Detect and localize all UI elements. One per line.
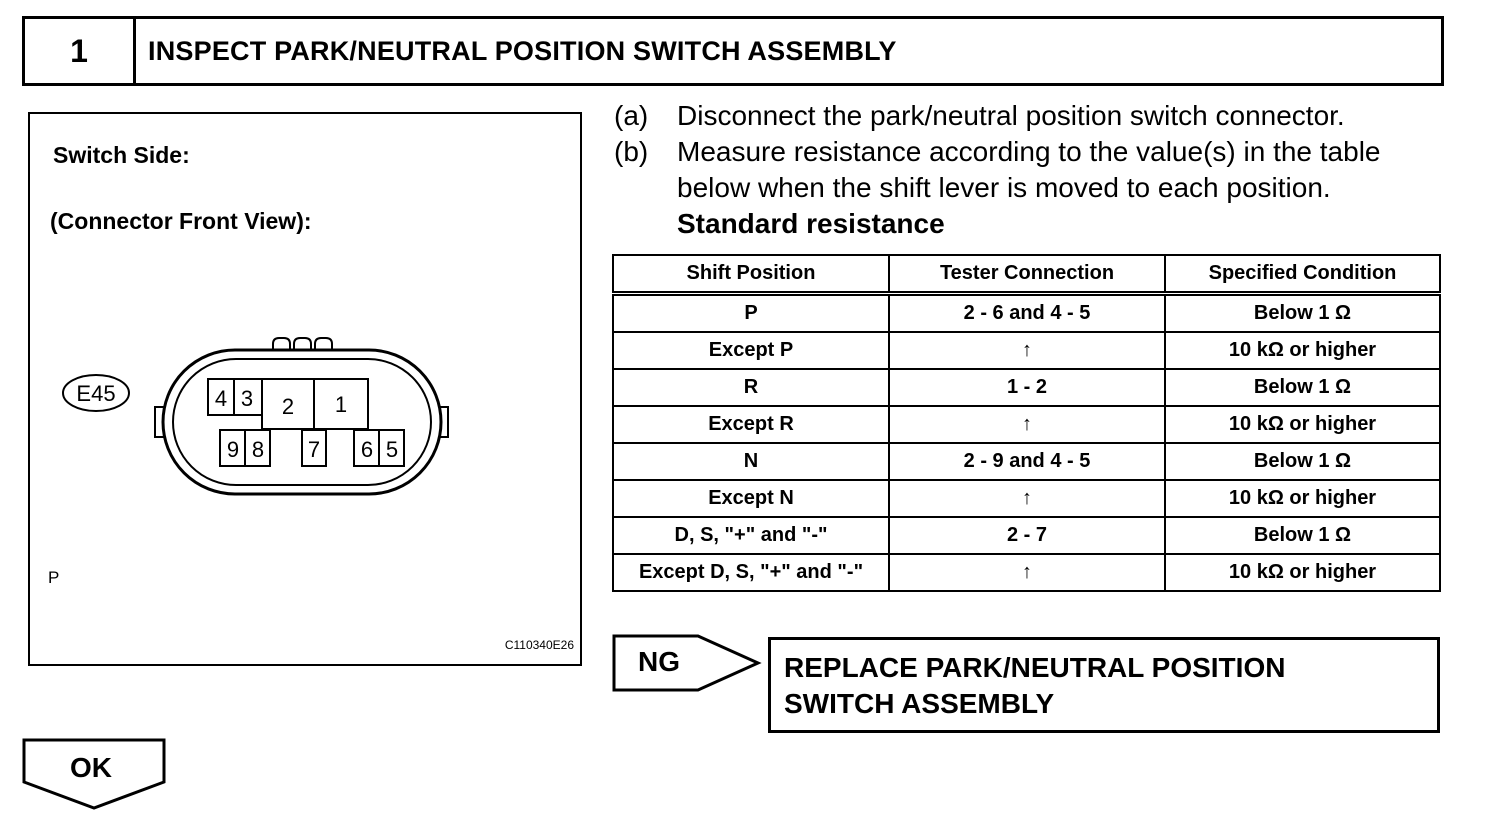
table-row (613, 294, 1440, 333)
table-header-cell: Specified Condition (1165, 255, 1440, 294)
table-cell: 2 - 9 and 4 - 5 (889, 443, 1165, 480)
table-header-cell: Shift Position (613, 255, 889, 294)
instruction-b-text-line2: below when the shift lever is moved to each position. (677, 172, 1331, 203)
step-number: 1 (25, 19, 136, 83)
table-cell: ↑ (889, 480, 1165, 517)
table-cell: Below 1 Ω (1165, 443, 1440, 480)
table-cell: R (613, 369, 889, 406)
table-cell: Below 1 Ω (1165, 517, 1440, 554)
connector-figure (28, 112, 582, 666)
table-cell: 10 kΩ or higher (1165, 554, 1440, 591)
table-row (613, 443, 1440, 480)
ng-result-line1: REPLACE PARK/NEUTRAL POSITION (784, 652, 1286, 683)
table-row (613, 480, 1440, 517)
connector-housing-outer (163, 350, 441, 494)
table-cell: ↑ (889, 332, 1165, 369)
pin-1: 1 (334, 392, 348, 417)
table-cell: P (613, 294, 889, 333)
table-header-row (613, 255, 1440, 294)
table-cell: ↑ (889, 554, 1165, 591)
figure-code: C110340E26 (504, 638, 574, 652)
table-cell: Except P (613, 332, 889, 369)
pin-3: 3 (240, 386, 254, 411)
ng-arrow-icon (612, 634, 762, 694)
instruction-a-text: Disconnect the park/neutral position switch connector. (677, 100, 1345, 131)
table-cell: Except N (613, 480, 889, 517)
table-cell: N (613, 443, 889, 480)
table-cell: Below 1 Ω (1165, 294, 1440, 333)
pin-4: 4 (214, 386, 228, 411)
ng-result-box (768, 637, 1440, 733)
pin-2: 2 (281, 394, 295, 419)
figure-label-view: (Connector Front View): (50, 208, 312, 234)
table-row (613, 517, 1440, 554)
table-row (613, 332, 1440, 369)
table-cell: 2 - 6 and 4 - 5 (889, 294, 1165, 333)
step-header (22, 16, 1444, 86)
table-cell: Except D, S, "+" and "-" (613, 554, 889, 591)
connector-id-label: E45 (76, 381, 116, 406)
connector-diagram (30, 114, 584, 668)
table-cell: D, S, "+" and "-" (613, 517, 889, 554)
instruction-a-label: (a) (614, 100, 649, 131)
step-title: INSPECT PARK/NEUTRAL POSITION SWITCH ASSEMBLY (148, 35, 897, 66)
ok-label: OK (70, 752, 112, 783)
table-cell: Except R (613, 406, 889, 443)
ng-result-text (784, 650, 1285, 722)
pin-5: 5 (385, 437, 399, 462)
table-cell: 10 kΩ or higher (1165, 406, 1440, 443)
figure-label-side: Switch Side: (53, 142, 190, 168)
pin-9: 9 (226, 437, 240, 462)
pin-6: 6 (360, 437, 374, 462)
table-cell: 10 kΩ or higher (1165, 480, 1440, 517)
pin-7: 7 (307, 437, 321, 462)
standard-resistance-label: Standard resistance (677, 208, 945, 239)
instruction-b-label: (b) (614, 136, 649, 167)
table-header-cell: Tester Connection (889, 255, 1165, 294)
ng-result-line2: SWITCH ASSEMBLY (784, 688, 1055, 719)
instruction-b-text-line1: Measure resistance according to the value(s) in the table (677, 136, 1381, 167)
table-row (613, 406, 1440, 443)
table-cell: ↑ (889, 406, 1165, 443)
table-row (613, 369, 1440, 406)
pin-8: 8 (251, 437, 265, 462)
ng-label: NG (638, 646, 680, 677)
table-cell: 10 kΩ or higher (1165, 332, 1440, 369)
table-row (613, 554, 1440, 591)
table-cell: 1 - 2 (889, 369, 1165, 406)
table-cell: Below 1 Ω (1165, 369, 1440, 406)
table-cell: 2 - 7 (889, 517, 1165, 554)
figure-corner-label: P (48, 568, 60, 587)
resistance-table (612, 254, 1441, 592)
